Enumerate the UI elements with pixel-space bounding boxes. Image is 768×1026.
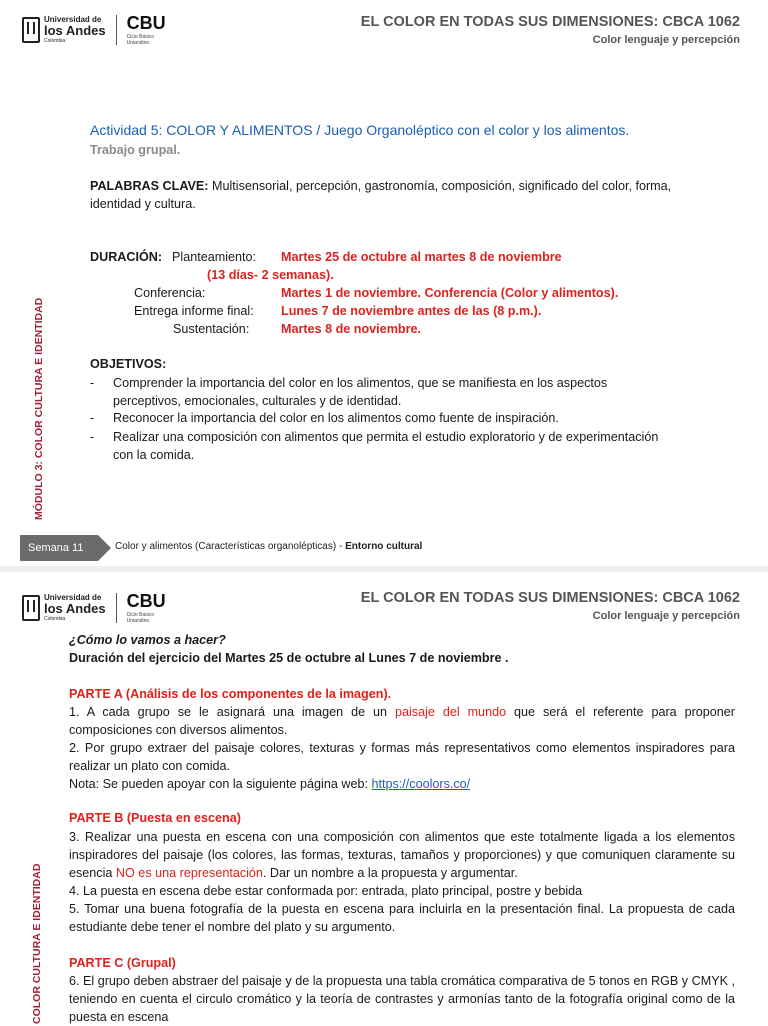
uniandes-logo xyxy=(44,15,106,46)
univ-line1: Universidad de xyxy=(44,14,102,24)
parte-b-heading: PARTE B (Puesta en escena) xyxy=(69,811,241,825)
step-3-text: 3. Realizar una puesta en escena con una composición con alimentos que este totalmente ligada a los elementos inspiradores del paisaje (los colores, las formas, texturas, tamaños y proporciones) y que comuniquen claramente su esencia xyxy=(69,830,735,880)
univ-line2: los Andes xyxy=(44,600,106,616)
module-side-label: MÓDULO 3: COLOR CULTURA E IDENTIDAD xyxy=(33,297,45,520)
univ-line3: Colombia xyxy=(44,615,66,622)
week-tab: Semana 11 xyxy=(20,535,98,561)
logo-divider xyxy=(116,15,117,45)
coolors-link[interactable]: https://coolors.co/ xyxy=(371,777,471,791)
week-topic-text: Color y alimentos (Características organolépticas) - xyxy=(115,541,346,552)
parte-c-heading: PARTE C (Grupal) xyxy=(69,956,176,970)
keywords-line1 xyxy=(90,177,671,195)
logo-divider xyxy=(116,593,117,623)
objective-3-line2: con la comida. xyxy=(113,448,195,462)
header-logos xyxy=(22,15,166,45)
exercise-duration: Duración del ejercicio del Martes 25 de octubre al Lunes 7 de noviembre . xyxy=(69,651,509,665)
cbu-text: CBU xyxy=(126,591,166,611)
univ-line3: Colombia xyxy=(44,37,66,44)
uniandes-logo xyxy=(44,593,106,624)
header-logos xyxy=(22,593,166,623)
course-title: EL COLOR EN TODAS SUS DIMENSIONES: CBCA 1062 xyxy=(360,14,740,30)
step-5: 5. Tomar una buena fotografía de la puesta en escena para incluirla en la presentación final. La propuesta de cada estudiante debe tener el nombre del plato y su argumento. xyxy=(69,902,735,934)
cbu-sub1: Ciclo Básico xyxy=(126,612,155,618)
note-text: Nota: Se pueden apoyar con la siguiente página web: xyxy=(69,777,372,791)
conferencia-value: Martes 1 de noviembre. Conferencia (Color y alimentos). xyxy=(281,286,619,300)
sustentacion-value: Martes 8 de noviembre. xyxy=(281,322,421,336)
step-6: 6. El grupo deben abstraer del paisaje y de la propuesta una tabla cromática comparativa de 5 tonos en RGB y CMYK , teniendo en cuenta el circulo cromático y la teoría de contrastes y armonías tanto de la fotografía original como de la puesta en escena xyxy=(69,974,735,1024)
step-4: 4. La puesta en escena debe estar conformada por: entrada, plato principal, postre y bebida xyxy=(69,884,583,898)
cbu-text: CBU xyxy=(126,13,166,33)
objective-1-line2: perceptivos, emocionales, culturales y de identidad. xyxy=(113,394,402,408)
step-3 xyxy=(69,828,735,882)
uniandes-shield-icon xyxy=(22,595,40,621)
step-1-text: 1. A cada grupo se le asignará una imagen de un xyxy=(69,705,395,719)
cbu-sub1: Ciclo Básico xyxy=(126,34,155,40)
univ-line1: Universidad de xyxy=(44,592,102,602)
step-3-highlight: NO es una representación xyxy=(115,866,263,880)
note xyxy=(69,775,735,793)
parte-a-heading: PARTE A (Análisis de los componentes de la imagen). xyxy=(69,687,392,701)
objective-1-bullet: - xyxy=(90,376,95,390)
sustentacion-label: Sustentación: xyxy=(173,322,250,336)
course-title: EL COLOR EN TODAS SUS DIMENSIONES: CBCA 1062 xyxy=(360,590,740,606)
objective-1-line1: Comprender la importancia del color en los alimentos, que se manifiesta en los aspectos xyxy=(113,376,608,390)
conferencia-label: Conferencia: xyxy=(134,286,206,300)
cbu-sub2: Uniandino xyxy=(126,618,150,624)
duration-label: DURACIÓN: xyxy=(90,250,163,264)
cbu-logo xyxy=(127,14,166,46)
week-topic xyxy=(115,541,422,552)
keywords-label: PALABRAS CLAVE: xyxy=(90,179,209,193)
course-subtitle: Color lenguaje y percepción xyxy=(592,610,740,622)
planteamiento-label: Planteamiento: xyxy=(172,250,257,264)
planteamiento-days: (13 días- 2 semanas). xyxy=(207,268,334,282)
objective-2-bullet: - xyxy=(90,411,95,425)
how-question: ¿Cómo lo vamos a hacer? xyxy=(69,633,226,647)
entrega-label: Entrega informe final: xyxy=(134,304,254,318)
work-type: Trabajo grupal. xyxy=(90,143,181,157)
step-1-highlight: paisaje del mundo xyxy=(395,705,507,719)
objective-2-line1: Reconocer la importancia del color en los alimentos como fuente de inspiración. xyxy=(113,411,559,425)
planteamiento-value: Martes 25 de octubre al martes 8 de noviembre xyxy=(281,250,562,264)
cbu-logo xyxy=(127,592,166,624)
course-subtitle: Color lenguaje y percepción xyxy=(592,34,740,46)
uniandes-shield-icon xyxy=(22,17,40,43)
step-3-text-end: . Dar un nombre a la propuesta y argumentar. xyxy=(262,866,518,880)
objectives-label: OBJETIVOS: xyxy=(90,357,167,371)
week-topic-bold: Entorno cultural xyxy=(345,541,423,552)
objective-3-line1: Realizar una composición con alimentos que permita el estudio exploratorio y de experimentación xyxy=(113,430,659,444)
slide-page-2 xyxy=(0,572,768,1024)
module-side-label: COLOR CULTURA E IDENTIDAD xyxy=(31,863,43,1024)
cbu-sub2: Uniandino xyxy=(126,40,150,46)
step-1-text-end: que será el referente para proponer composiciones con diversos alimentos. xyxy=(69,705,735,737)
keywords-line2: identidad y cultura. xyxy=(90,197,196,211)
entrega-value: Lunes 7 de noviembre antes de las (8 p.m.). xyxy=(281,304,542,318)
keywords-text: Multisensorial, percepción, gastronomía, composición, significado del color, forma, xyxy=(208,179,672,193)
objective-3-bullet: - xyxy=(90,430,95,444)
univ-line2: los Andes xyxy=(44,22,106,38)
step-2: 2. Por grupo extraer del paisaje colores, texturas y formas más representativos como elementos inspiradores para realizar un plato con comida. xyxy=(69,741,735,773)
step-1 xyxy=(69,703,735,739)
activity-title: Actividad 5: COLOR Y ALIMENTOS / Juego Organoléptico con el color y los alimentos. xyxy=(90,122,630,138)
